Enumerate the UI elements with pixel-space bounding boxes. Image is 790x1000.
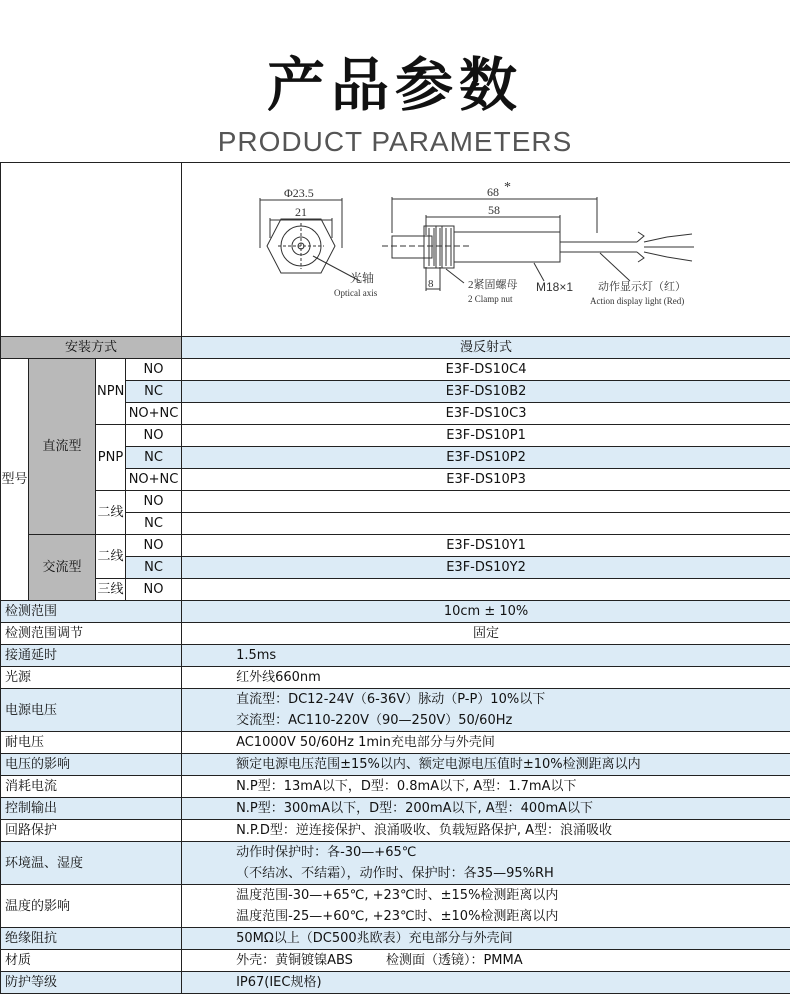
model-value: E3F-DS10C3 [182,403,790,425]
spec-row [1,820,790,842]
model-value [182,513,790,535]
model-row [1,491,790,513]
spec-row [1,601,790,623]
model-output-type: NO [126,579,182,601]
model-output-type: NO [126,491,182,513]
spec-row [1,667,790,689]
spec-label: 控制输出 [1,798,182,820]
spec-label: 检测范围调节 [1,623,182,645]
diagram-row [1,163,790,337]
spec-value: 10cm ± 10% [182,601,790,623]
model-value: E3F-DS10P2 [182,447,790,469]
page-title: 产品参数 [266,51,523,119]
model-output-type: NC [126,381,182,403]
spec-label: 环境温、湿度 [1,842,182,885]
spec-label: 回路保护 [1,820,182,842]
model-value [182,579,790,601]
pnp-label: PNP [96,425,126,491]
dc-two-wire-label: 二线 [96,491,126,535]
spec-label: 绝缘阻抗 [1,928,182,950]
model-value [182,491,790,513]
spec-row [1,623,790,645]
model-value: E3F-DS10Y1 [182,535,790,557]
spec-line: （不结冰、不结霜），动作时、保护时：各35—95%RH [236,866,554,881]
spec-value [182,885,790,928]
optical-axis-en: Optical axis [334,288,378,298]
spec-row [1,754,790,776]
spec-label: 材质 [1,950,182,972]
spec-value: 外壳：黄铜镀镍ABS 检测面（透镜）：PMMA [182,950,790,972]
ac-two-wire-label: 二线 [96,535,126,579]
spec-value: AC1000V 50/60Hz 1min充电部分与外壳间 [182,732,790,754]
total-length-star: * [504,180,512,195]
spec-label: 温度的影响 [1,885,182,928]
model-output-type: NC [126,557,182,579]
diagram-label-cell [1,163,182,337]
model-row [1,535,790,557]
page-header [0,0,790,162]
model-label: 型号 [1,359,29,601]
model-row [1,579,790,601]
install-row [1,337,790,359]
model-output-type: NC [126,513,182,535]
model-output-type: NO [126,425,182,447]
spec-line: 动作时保护时：各-30—+65℃ [236,845,417,860]
spec-value: 红外线660nm [182,667,790,689]
model-value: E3F-DS10Y2 [182,557,790,579]
model-value: E3F-DS10C4 [182,359,790,381]
page-subtitle: PRODUCT PARAMETERS [217,126,573,157]
front-inner-width: 21 [295,205,308,219]
total-length-dimension: 68 [487,185,500,199]
spec-value [182,689,790,732]
three-wire-label: 三线 [96,579,126,601]
dimension-diagram-cell [182,163,790,337]
spec-line: 直流型：DC12-24V（6-36V）脉动（P-P）10%以下 [236,692,546,707]
install-value: 漫反射式 [182,337,790,359]
spec-line: 温度范围-30—+65℃, +23℃时、±15%检测距离以内 [236,888,559,903]
model-output-type: NO [126,359,182,381]
model-output-type: NO [126,535,182,557]
spec-value: N.P型：13mA以下，D型：0.8mA以下, A型：1.7mA以下 [182,776,790,798]
spec-line: 交流型：AC110-220V（90—250V）50/60Hz [236,713,513,728]
spec-value [182,842,790,885]
spec-label: 电源电压 [1,689,182,732]
sensor-dimension-diagram [182,163,790,329]
front-view [260,198,360,281]
ac-type-label: 交流型 [29,535,96,601]
spec-value: 1.5ms [182,645,790,667]
thread-spec: M18×1 [536,280,574,294]
spec-label: 防护等级 [1,972,182,994]
spec-value: 50MΩ以上（DC500兆欧表）充电部分与外壳间 [182,928,790,950]
spec-row [1,798,790,820]
spec-value: IP67(IEC规格) [182,972,790,994]
model-value: E3F-DS10P3 [182,469,790,491]
spec-label: 电压的影响 [1,754,182,776]
parameter-table [0,162,790,994]
spec-label: 光源 [1,667,182,689]
spec-row [1,776,790,798]
optical-axis-cn: 光轴 [350,271,375,285]
model-row [1,359,790,381]
display-light-cn: 动作显示灯（红） [598,281,687,293]
dc-type-label: 直流型 [29,359,96,535]
spec-value: N.P.D型：逆连接保护、浪涌吸收、负载短路保护, A型：浪涌吸收 [182,820,790,842]
spec-row [1,842,790,885]
clamp-nut-en: 2 Clamp nut [468,294,513,304]
spec-row [1,732,790,754]
spec-label: 消耗电流 [1,776,182,798]
display-light-en: Action display light (Red) [590,296,685,306]
spec-row [1,885,790,928]
spec-row [1,689,790,732]
spec-row [1,645,790,667]
nut-width-dimension: 8 [428,278,434,290]
spec-label: 检测范围 [1,601,182,623]
spec-label: 接通延时 [1,645,182,667]
side-view [382,197,694,291]
front-outer-diameter: Φ23.5 [284,186,314,200]
spec-line: 温度范围-25—+60℃, +23℃时、±10%检测距离以内 [236,909,559,924]
model-row [1,425,790,447]
spec-row [1,950,790,972]
install-label: 安装方式 [1,337,182,359]
spec-row [1,972,790,994]
spec-value: N.P型：300mA以下，D型：200mA以下, A型：400mA以下 [182,798,790,820]
model-value: E3F-DS10B2 [182,381,790,403]
model-value: E3F-DS10P1 [182,425,790,447]
spec-row [1,928,790,950]
spec-value: 额定电源电压范围±15%以内、额定电源电压值时±10%检测距离以内 [182,754,790,776]
npn-label: NPN [96,359,126,425]
model-output-type: NO+NC [126,469,182,491]
spec-value: 固定 [182,623,790,645]
model-output-type: NC [126,447,182,469]
body-length-dimension: 58 [488,203,501,217]
clamp-nut-cn: 2紧固螺母 [468,279,518,291]
spec-label: 耐电压 [1,732,182,754]
model-output-type: NO+NC [126,403,182,425]
